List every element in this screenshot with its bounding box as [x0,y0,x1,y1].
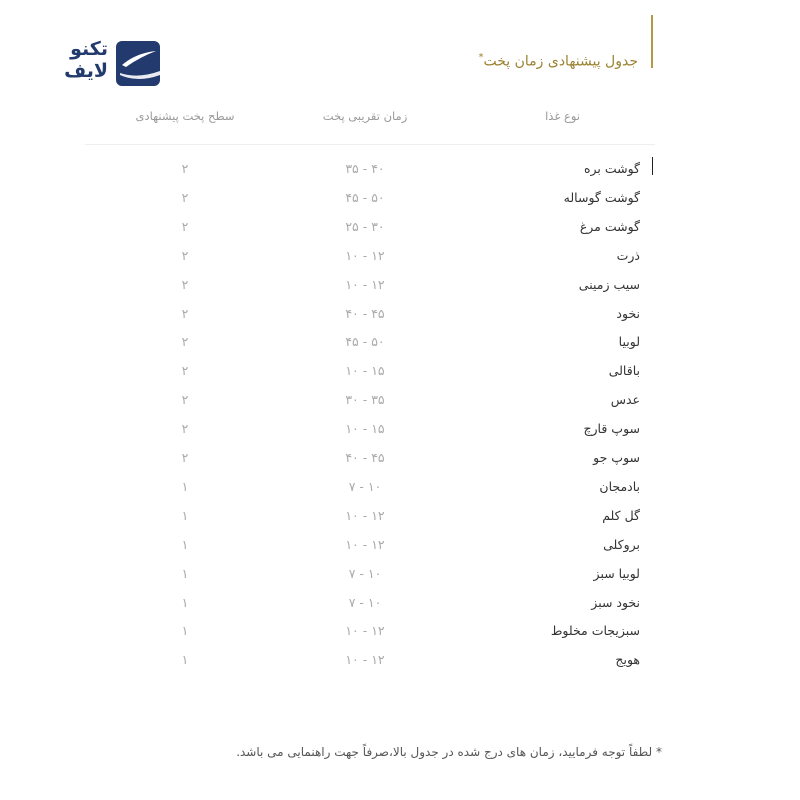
level-cell: ۱ [181,478,189,494]
column-header-time: زمان تقریبی پخت [322,109,408,123]
table-row [0,219,800,248]
table-row [0,190,800,219]
food-cell: نخود [616,305,640,321]
level-cell: ۲ [181,161,189,176]
title-text: جدول پیشنهادی زمان پخت [483,53,638,70]
column-header-food: نوع غذا [545,109,580,123]
level-cell: ۲ [181,392,189,408]
food-cell: گل کلم [602,507,640,523]
food-cell: گوشت گوساله [563,189,640,205]
table-row [0,161,800,190]
footer-note: * لطفاً توجه فرمایید، زمان های درج شده در جدول بالا،صرفاً جهت راهنمایی می باشد. [236,745,662,759]
food-cell: لوبیا سبز [593,565,640,581]
time-cell: ۷ - ۱۰ [348,565,382,581]
time-cell: ۴۰ - ۴۵ [345,305,385,321]
food-cell: سوپ جو [593,450,640,465]
level-cell: ۲ [181,247,189,263]
level-cell: ۱ [181,623,189,639]
food-cell: بادمجان [599,478,640,494]
level-cell: ۱ [181,536,189,552]
table-row [0,537,800,566]
level-cell: ۲ [181,334,189,350]
time-cell: ۱۰ - ۱۲ [345,507,385,523]
header-divider [85,144,655,145]
table-row [0,392,800,421]
level-cell: ۲ [181,450,189,465]
table-row [0,334,800,363]
table-row [0,623,800,652]
table-row [0,363,800,392]
food-cell: هویج [615,652,640,668]
level-cell: ۲ [181,189,189,205]
time-cell: ۱۰ - ۱۲ [345,623,385,639]
time-cell: ۱۰ - ۱۲ [345,652,385,668]
food-cell: باقالی [608,363,640,379]
time-cell: ۷ - ۱۰ [348,594,382,610]
level-cell: ۱ [181,507,189,523]
table-row [0,306,800,335]
title-asterisk: * [478,52,484,63]
time-cell: ۲۵ - ۳۰ [345,218,385,234]
food-cell: لوبیا [618,334,640,350]
time-cell: ۱۰ - ۱۵ [345,363,385,379]
table-row [0,421,800,450]
level-cell: ۲ [181,363,189,379]
level-cell: ۲ [181,218,189,234]
table-row [0,508,800,537]
time-cell: ۱۰ - ۱۲ [345,247,385,263]
food-cell: سیب زمینی [578,276,640,292]
food-cell: بروکلی [603,536,640,552]
table-row [0,566,800,595]
time-cell: ۳۵ - ۴۰ [345,161,385,176]
level-cell: ۲ [181,305,189,321]
food-cell: سبزیجات مخلوط [550,623,640,639]
level-cell: ۱ [181,594,189,610]
table-row [0,450,800,479]
time-cell: ۴۵ - ۵۰ [345,334,385,350]
logo-text: تکنو لایف [64,38,108,82]
food-cell: سوپ قارچ [583,421,640,437]
table-row [0,652,800,681]
page-title [478,52,638,70]
logo-icon [116,41,160,86]
food-cell: ذرت [616,247,640,263]
food-cell: نخود سبز [591,594,640,610]
level-cell: ۱ [181,565,189,581]
column-header-level: سطح پخت پیشنهادی [135,109,235,123]
table-row [0,277,800,306]
time-cell: ۷ - ۱۰ [348,478,382,494]
food-cell: گوشت مرغ [579,218,640,234]
level-cell: ۲ [181,421,189,437]
table-row [0,479,800,508]
title-accent-line [651,15,653,68]
time-cell: ۱۰ - ۱۲ [345,536,385,552]
time-cell: ۴۵ - ۵۰ [345,189,385,205]
time-cell: ۱۰ - ۱۲ [345,276,385,292]
food-cell: عدس [610,392,640,408]
food-cell: گوشت بره [583,161,640,176]
level-cell: ۱ [181,652,189,668]
time-cell: ۱۰ - ۱۵ [345,421,385,437]
level-cell: ۲ [181,276,189,292]
time-cell: ۳۰ - ۳۵ [345,392,385,408]
table-row [0,595,800,624]
time-cell: ۴۰ - ۴۵ [345,450,385,465]
table-row [0,248,800,277]
